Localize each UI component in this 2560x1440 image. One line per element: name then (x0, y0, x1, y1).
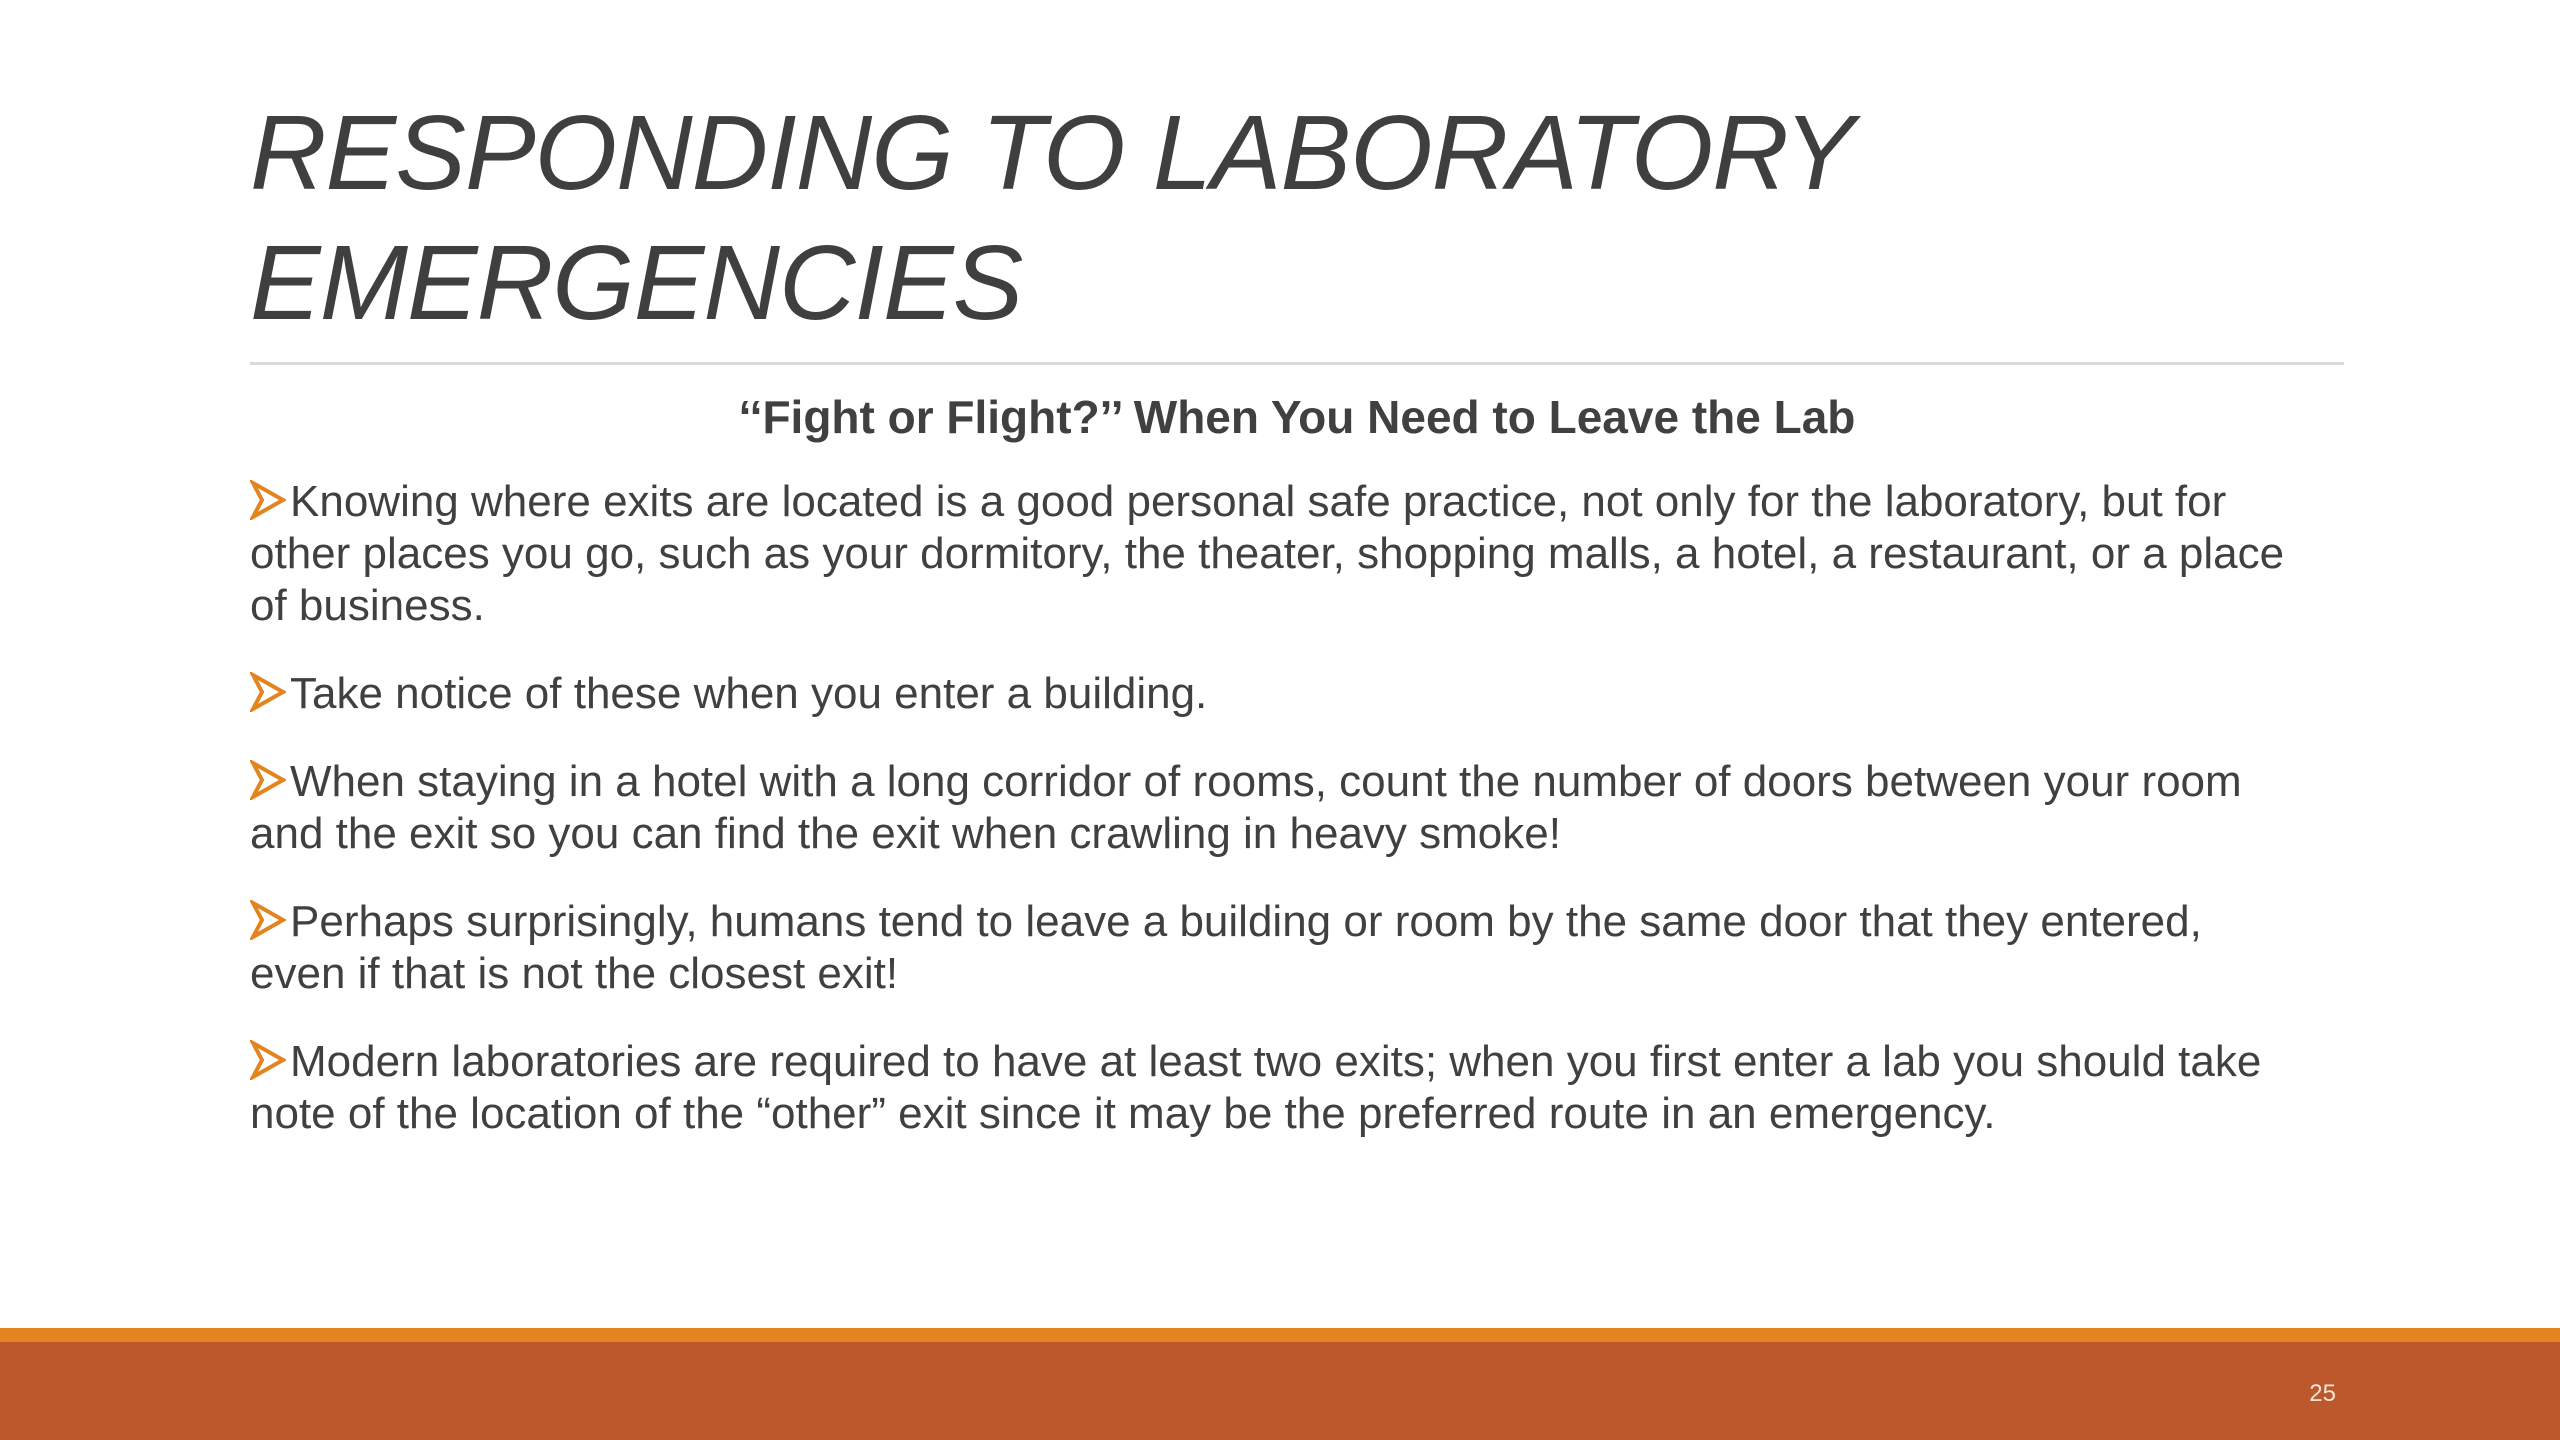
bullet-item (230, 1036, 2290, 1140)
bullet-item (230, 896, 2290, 1000)
bullet-item (230, 668, 2290, 720)
arrow-bullet-icon (250, 900, 286, 940)
bullet-list (230, 476, 2290, 1176)
title-divider (250, 362, 2344, 365)
bullet-text: Perhaps surprisingly, humans tend to leave a building or room by the same door that they entered, even if that is not the closest exit! (250, 897, 2202, 998)
arrow-bullet-icon (250, 1040, 286, 1080)
slide-subtitle: ‘‘Fight or Flight?’’ When You Need to Leave the Lab (738, 391, 1856, 443)
arrow-bullet-icon (250, 760, 286, 800)
arrow-bullet-icon (250, 480, 286, 520)
footer-accent-stripe (0, 1328, 2560, 1342)
bullet-text: Take notice of these when you enter a building. (290, 669, 1208, 718)
bullet-text: Knowing where exits are located is a good personal safe practice, not only for the laboratory, but for other places you go, such as your dormitory, the theater, shopping malls, a hotel, a restaurant, or a place of business. (250, 477, 2285, 630)
slide-title (250, 88, 2350, 348)
bullet-item (230, 756, 2290, 860)
page-number: 25 (2309, 1380, 2336, 1407)
bullet-text: Modern laboratories are required to have at least two exits; when you first enter a lab you should take note of the location of the “other” exit since it may be the preferred route in an emergency. (250, 1037, 2262, 1138)
slide-title-line-2: EMERGENCIES (250, 224, 1023, 342)
bullet-item (230, 476, 2290, 632)
footer-band (0, 1342, 2560, 1440)
bullet-text: When staying in a hotel with a long corridor of rooms, count the number of doors between your room and the exit so you can find the exit when crawling in heavy smoke! (250, 757, 2242, 858)
slide-title-line-1: RESPONDING TO LABORATORY (250, 94, 1854, 212)
arrow-bullet-icon (250, 672, 286, 712)
